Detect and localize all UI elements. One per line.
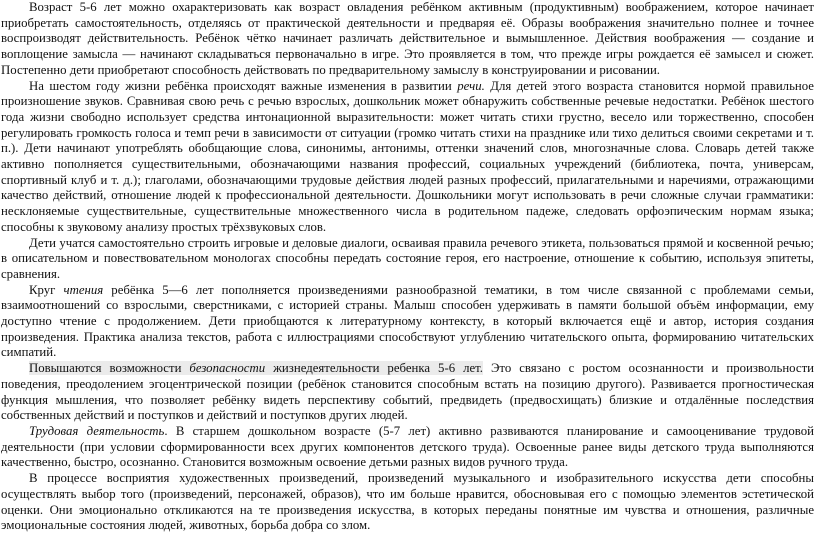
- speech-text-start: На шестом году жизни ребёнка происходят важные изменения в развитии: [29, 78, 458, 93]
- safety-emphasis: безопасности: [189, 361, 266, 376]
- paragraph-reading: [1, 283, 814, 362]
- speech-text-rest: Для детей этого возраста становится нормой правильное произношение звуков. Сравнивая свою речь с речью взрослых, дошкольник может обнаружить собственные речевые недостатки. Ребёнок шестого года жизни свободно использует средства интонационной выразительности: может читать стихи грустно, весело или торжественно, способен регулировать громкость голоса и темп речи в зависимости от ситуации (громко читать стихи на празднике или тихо делиться своими секретами и т. п.). Дети начинают употреблять обобщающие слова, синонимы, антонимы, оттенки значений слов, многозначные слова. Словарь детей также активно пополняется существительными, обозначающими названия профессий, социальных учреждений (библиотека, почта, универсам, спортивный клуб и т. д.); глаголами, обозначающими трудовые действия людей разных профессий, прилагательными и наречиями, отражающими качество действий, отношение людей к профессиональной деятельности. Дошкольники могут использовать в речи сложные случаи грамматики: несклоняемые существительные, существительные множественного числа в родительном падеже, следовать орфоэпическим нормам языка; способны к звуковому анализу простых трёхзвуковых слов.: [1, 78, 814, 234]
- paragraph-speech: [1, 79, 814, 236]
- safety-text-start: Повышаются возможности: [29, 361, 190, 376]
- reading-text-start: Круг: [29, 282, 64, 297]
- paragraph-safety: [1, 361, 814, 424]
- safety-text-highlight: жизнедеятельности ребенка 5-6 лет.: [265, 361, 483, 376]
- labor-emphasis: Трудовая деятельность: [29, 423, 165, 438]
- safety-text-rest: Это связано с ростом осознанности и произвольности поведения, преодолением эгоцентрической позиции (ребёнок становится способным встать на позицию другого). Развивается прогностическая функция мышления, что позволяет ребёнку видеть перспективу событий, предвидеть (предвосхищать) близкие и отдалённые последствия собственных действий и поступков и действий и поступков других людей.: [1, 361, 815, 423]
- paragraph-dialogues: Дети учатся самостоятельно строить игровые и деловые диалоги, осваивая правила речевого этикета, пользоваться прямой и косвенной речью; в описательном и повествовательном монологах способны передать состояние героя, его настроение, отношение к событию, используя эпитеты, сравнения.: [1, 235, 814, 281]
- reading-emphasis: чтения: [63, 282, 104, 297]
- paragraph-labor: [1, 424, 814, 471]
- reading-text-rest: ребёнка 5—6 лет пополняется произведениями разнообразной тематики, в том числе связанной с проблемами семьи, взаимоотношений со взрослыми, сверстниками, с историей страны. Малыш способен удерживать в памяти большой объём информации, ему доступно чтение с продолжением. Дети приобщаются к литературному контексту, в который включается ещё и автор, история создания произведения. Практика анализа текстов, работа с иллюстрациями способствуют углублению читательского опыта, формированию читательских симпатий.: [1, 282, 814, 360]
- labor-text-rest: . В старшем дошкольном возрасте (5-7 лет) активно развиваются планирование и самооценивание трудовой деятельности (при условии сформированности всех других компонентов детского труда). Освоенные ранее виды детского труда выполняются качественно, быстро, осознанно. Становится возможным освоение детьми разных видов ручного труда.: [1, 423, 815, 470]
- paragraph-art-perception: В процессе восприятия художественных произведений, произведений музыкального и изобразительного искусства дети способны осуществлять выбор того (произведений, персонажей, образов), что им больше нравится, обосновывая его с помощью элементов эстетической оценки. Они эмоционально откликаются на те произведения искусства, в которых переданы понятные им чувства и отношения, различные эмоциональные состояния людей, животных, борьба добра со злом.: [1, 471, 814, 533]
- speech-emphasis: речи.: [457, 78, 485, 93]
- paragraph-imagination: Возраст 5-6 лет можно охарактеризовать как возраст овладения ребёнком активным (продуктивным) воображением, которое начинает приобретать самостоятельность, отделяясь от практической деятельности и предваряя её. Образы воображения значительно полнее и точнее воспроизводят действительность. Ребёнок чётко начинает различать действительное и вымышленное. Действия воображения — создание и воплощение замысла — начинают складываться первоначально в игре. Это проявляется в том, что прежде игры рождается её замысел и сюжет. Постепенно дети приобретают способность действовать по предварительному замыслу в конструировании и рисовании.: [1, 0, 814, 77]
